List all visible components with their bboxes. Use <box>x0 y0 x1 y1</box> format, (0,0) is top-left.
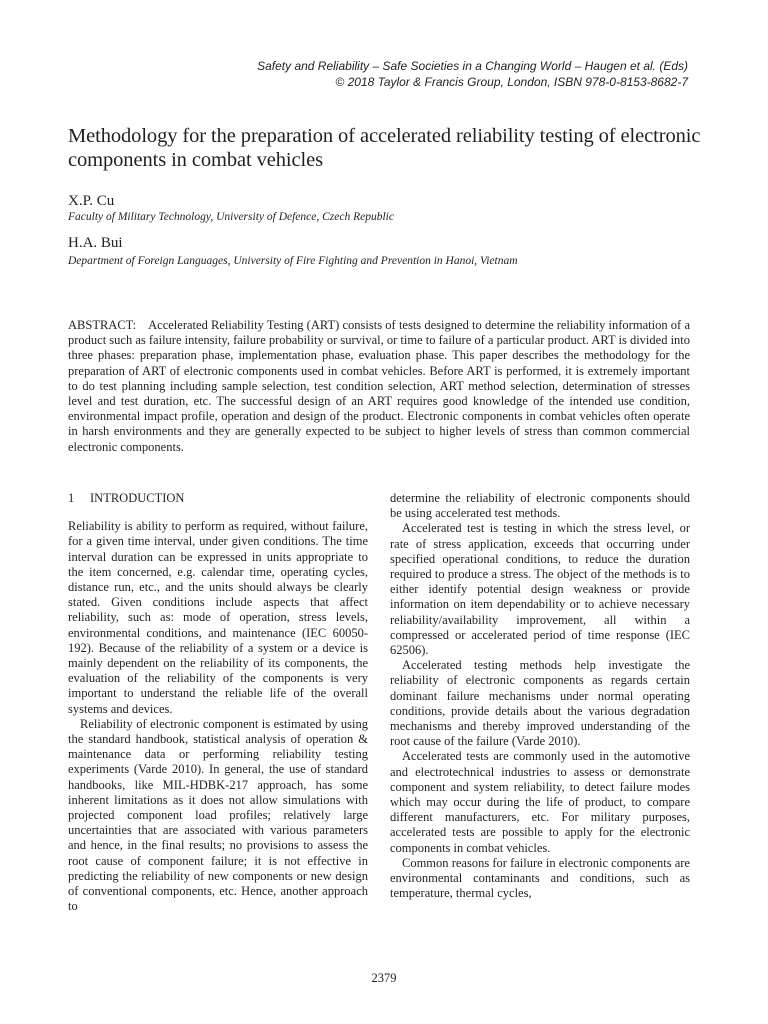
author-1-name: X.P. Cu <box>68 193 115 209</box>
running-header <box>88 58 688 90</box>
abstract <box>68 318 690 455</box>
header-proceedings-line: Safety and Reliability – Safe Societies in a Changing World – Haugen et al. (Eds) <box>257 59 688 73</box>
paragraph: determine the reliability of electronic components should be using accelerated test methods. <box>390 491 690 521</box>
author-2-affiliation: Department of Foreign Languages, University of Fire Fighting and Prevention in Hanoi, Vietnam <box>68 255 518 267</box>
header-copyright-line: © 2018 Taylor & Francis Group, London, ISBN 978-0-8153-8682-7 <box>335 75 688 89</box>
author-2-name: H.A. Bui <box>68 235 123 251</box>
abstract-label: ABSTRACT: <box>68 318 137 332</box>
section-title: INTRODUCTION <box>90 491 185 505</box>
paragraph: Common reasons for failure in electronic components are environmental contaminants and conditions, such as temperature, thermal cycles, <box>390 855 690 901</box>
paragraph: Reliability of electronic component is estimated by using the standard handbook, statistical analysis of operation & maintenance data or performing reliability testing experiments (Varde 2010). In general, the use of standard handbooks, like MIL-HDBK-217 approach, has some inherent limitations as it does not allow simulations with projected component load profiles; relatively large uncertainties that are associated with various parameters and hence, in the final results; no provisions to assess the root cause of component failure; it is not effective in predicting the reliability of new components or new design of conventional components, etc. Hence, another approach to <box>68 716 368 914</box>
paragraph: Accelerated test is testing in which the stress level, or rate of stress application, exceeds that occurring under specified operational conditions, to reduce the duration required to produce a stress. The object of the methods is to either identify potential design weakness or provide information on item dependability or to achieve necessary reliability/availability improvement, all within a compressed or accelerated period of time response (IEC 62506). <box>390 521 690 658</box>
section-heading <box>68 491 368 506</box>
page-number: 2379 <box>371 971 397 985</box>
left-column <box>68 491 368 914</box>
abstract-text: Accelerated Reliability Testing (ART) consists of tests designed to determine the reliability information of a product such as failure intensity, failure probability or survival, or time to failure of a particular product. ART is divided into three phases: preparation phase, implementation phase, evaluation phase. This paper describes the methodology for the preparation of ART of electronic components used in combat vehicles. Before ART is performed, it is extremely important to do test planning including sample selection, test condition selection, ART method selection, determination of stresses level and test duration, etc. The successful design of an ART requires good knowledge of the intended use condition, environmental impact profile, operation and design of the product. Electronic components in combat vehicles often operate in harsh environments and they are generally expected to be subject to higher levels of stress than common commercial electronic components. <box>68 318 691 454</box>
paper-title: Methodology for the preparation of accelerated reliability testing of electronic components in combat vehicles <box>68 125 701 171</box>
right-column <box>390 491 690 901</box>
paragraph: Accelerated tests are commonly used in the automotive and electrotechnical industries to assess or demonstrate component and system reliability, to detect failure modes which may occur during the life of product, to compare different manufacturers, etc. For military purposes, accelerated tests are possible to apply for the electronic components in combat vehicles. <box>390 749 690 855</box>
author-1-affiliation: Faculty of Military Technology, University of Defence, Czech Republic <box>68 211 394 223</box>
section-number: 1 <box>68 491 75 505</box>
paragraph: Accelerated testing methods help investigate the reliability of electronic components as regards certain dominant failure mechanisms under normal operating conditions, provide details about the various degradation mechanisms and thereby improved understanding of the root cause of the failure (Varde 2010). <box>390 658 690 749</box>
paragraph: Reliability is ability to perform as required, without failure, for a given time interval, under given conditions. The time interval duration can be expressed in units appropriate to the item concerned, e.g. calendar time, operating cycles, distance run, etc., and the units should always be clearly stated. Given conditions include aspects that affect reliability, such as: mode of operation, stress levels, environmental conditions, and maintenance (IEC 60050-192). Because of the reliability of a system or a device is mainly dependent on the reliability of its components, the evaluation of the reliability of the components is very important to understand the reliable life of the overall systems and devices. <box>68 519 368 716</box>
